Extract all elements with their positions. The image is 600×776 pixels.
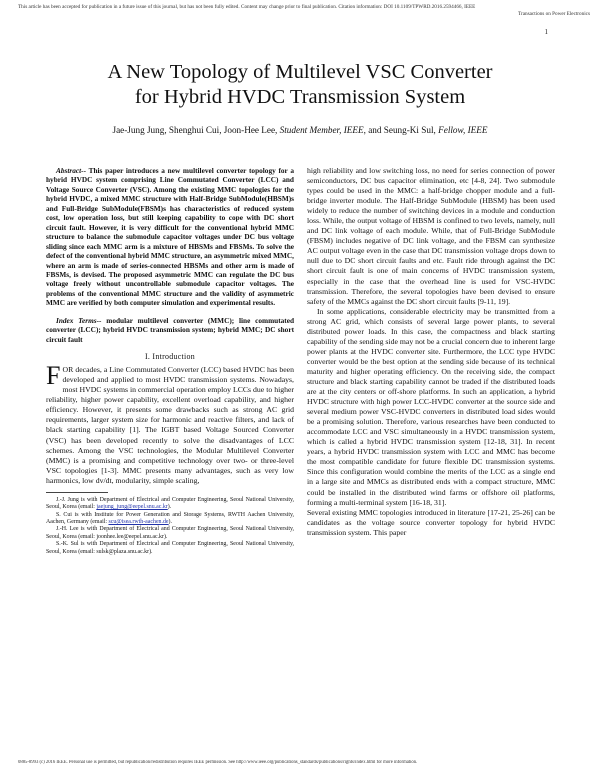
abstract-text: This paper introduces a new multilevel converter topology for a hybrid HVDC system comprising Line Commutated Converter (LCC) and Voltage Source Converter (VSC). Among the existing MMC topologies for the hybrid HVDC, a mixed MMC structure with Half-Bridge SubModule(HBSM)s and Full-Bridge SubModule(FBSM)s has characteristics of reduced system cost, low operation loss, but still keeping capability to cope with DC short circuit fault. However, it is very difficult for the conventional hybrid MMC structure to balance the submodule capacitor voltages under DC bus voltage sliding since each MMC arm is a mixture of HBSMs and FBSMs. To solve the defect of the conventional hybrid MMC structure, an asymmetric mixed MMC, where an arm is made of series-connected HBSMs and other arm is made of FBSMs, is devised. The proposed asymmetric MMC can regulate the DC bus voltage freely without uncontrollable submodule capacitor voltages. The problems of the conventional MMC structure and the validity of asymmetric MMC are verified by both computer simulation and experimental results. — [46, 166, 294, 308]
intro-paragraph — [46, 361, 294, 486]
email-link-2[interactable]: scu@isea.rwth-aachen.de — [108, 518, 169, 525]
left-column — [46, 166, 294, 556]
title-line-2: for Hybrid HVDC Transmission System — [134, 86, 466, 108]
index-terms-text: modular multilevel converter (MMC); line commutated converter (LCC); hybrid HVDC transmission system; hybrid MMC; DC short circuit fault — [46, 315, 295, 344]
header-line-1: This article has been accepted for publication in a future issue of this journal, but has not been fully edited. Content may change prior to final publication. Citation information: DOI 10.1109/TPWRD.2016.2594466, IEEE — [18, 4, 476, 10]
author-role-1: Student Member, IEEE — [279, 125, 364, 135]
footnote-2-text: S. Cui is with Institute for Power Generation and Storage Systems, RWTH Aachen University, Aachen, Germany (email: — [46, 511, 294, 525]
author-names-mid: , and Seung-Ki Sul, — [363, 125, 439, 135]
right-column — [307, 166, 555, 538]
abstract — [46, 166, 294, 308]
footnote-1-end: ). — [167, 504, 172, 511]
author-names: Jae-Jung Jung, Shenghui Cui, Joon-Hee Lee, — [112, 125, 280, 135]
page-number: 1 — [544, 28, 548, 36]
footnote-1 — [46, 497, 294, 512]
right-paragraph-1: high reliability and low switching loss, no need for series connection of power semiconductors, DC bus capacitor elimination, etc [4-8, 24]. Two submodule types could be used in the MMC: a half-bridge chopper module and a full-bridge inverter module. The Half-Bridge SubModule (HBSM) has been used widely to reduce the number of switching devices in a module and conduction loss. While, the output voltage of HBSM is confined to two levels, namely, null and DC link voltage of each module. While, that of Full-Bridge SubModule (FBSM) includes negative of DC link voltage, and the FBSM can synthesize AC output voltage even in the case that DC transmission voltage drops down to null due to DC short circuit faults and etc. Fault ride through against the DC short circuit fault is one of main concerns of HVDC transmission system, especially in the case that the overhead line is used for VSC-HVDC transmission. Therefore, the several topologies have been devised to ensure safety of the MMCs against the DC short circuit faults [9-11, 19]. — [307, 166, 555, 306]
footnote-1-text: J.-J. Jung is with Department of Electrical and Computer Engineering, Seoul National University, Seoul, Korea (email: — [46, 496, 294, 511]
drop-cap: F — [46, 361, 61, 391]
right-paragraph-3: Several existing MMC topologies introduced in literature [17-21, 25-26] can be candidates as the voltage source converter topology for hybrid HVDC transmission system. This paper — [307, 507, 555, 537]
footnote-3: J.-H. Lee is with Department of Electrical and Computer Engineering, Seoul National University, Seoul, Korea (email: joonhee.lee@eepel.snu.ac.kr). — [46, 526, 294, 540]
header-line-2: Transactions on Power Electronics — [518, 11, 590, 17]
intro-text: OR decades, a Line Commutated Converter (LCC) based HVDC has been developed and applied to most HVDC transmission systems. Nowadays, most HVDC systems in commercial operation employ LCCs due to higher reliability, higher power capability, excellent overload capability, and higher efficiency. However, it presents some drawbacks such as strong AC grid requirements, larger system size for harmonic and reactive filters, and lack of black starting capability [1]. The IGBT based Voltage Sourced Converter (VSC) has been developed recently to solve the disadvantages of LCC schemes. Among the VSC technologies, the Modular Multilevel Converter (MMC) is a promising and competitive technology over two- or three-level VSC topologies [1-3]. MMC presents many advantages, such as very low harmonics, low dv/dt, modularity, simple scaling, — [46, 365, 294, 485]
email-link-1[interactable]: jaejung_jung@eepel.snu.ac.kr — [96, 504, 168, 511]
footnote-rule — [46, 492, 108, 493]
title-line-1: A New Topology of Multilevel VSC Converter — [107, 61, 493, 83]
footnote-4: S.-K. Sul is with Department of Electrical and Computer Engineering, Seoul National University, Seoul, Korea (email: sulsk@plaza.snu.ac.kr). — [46, 541, 294, 555]
author-list — [40, 125, 560, 135]
section-heading-introduction: I. Introduction — [144, 352, 196, 362]
footnote-2-end: ). — [168, 518, 172, 525]
right-paragraph-2: In some applications, considerable electricity may be transmitted from a strong AC grid, which consists of several large power plants, to several distributed power loads. In this case, the compactness and black starting capability of the sending side may not be a crucial concern due to inherent large power plants at the HVDC converter site. Furthermore, the LCC type HVDC converter would be the best option at the sending side because of its technical maturity and higher operating efficiency. On the receiving side, the compact structure and black starting capability cannot be traded if the distributed loads are at the city centers or off-shore platforms. In such an application, a hybrid HVDC structure with high power LCC-HVDC converter at the source side and several medium power VSC-HVDC converters in distributed load sides would be a promising solution. Therefore, various researches have been conducted to accommodate LCC and VSC simultaneously in a HVDC transmission system, which is called a hybrid HVDC transmission system [12-18, 31]. In recent years, a hybrid HVDC transmission system with LCC and MMC has become the most compatible candidate for future flexible DC transmission systems. Since this configuration would combine the merits of the LCC as a single end in a large site and MMCs as distributed ends with a compact structure, MMC could be installed in the distributed wind farms or offshore oil platforms, forming a multi-terminal system [16-18, 31]. — [307, 306, 555, 507]
footnote-2 — [46, 512, 294, 527]
index-terms-label: Index Terms-- — [56, 315, 102, 325]
paper-title — [40, 60, 560, 110]
abstract-label: Abstract-- — [56, 166, 86, 175]
author-role-2: Fellow, IEEE — [438, 125, 488, 135]
index-terms — [46, 316, 294, 344]
journal-header — [18, 4, 590, 18]
copyright-footer: 0885-8993 (c) 2016 IEEE. Personal use is permitted, but republication/redistribution requires IEEE permission. See http://www.ieee.org/publications_standards/publications/rights/index.html for more information. — [18, 760, 418, 765]
